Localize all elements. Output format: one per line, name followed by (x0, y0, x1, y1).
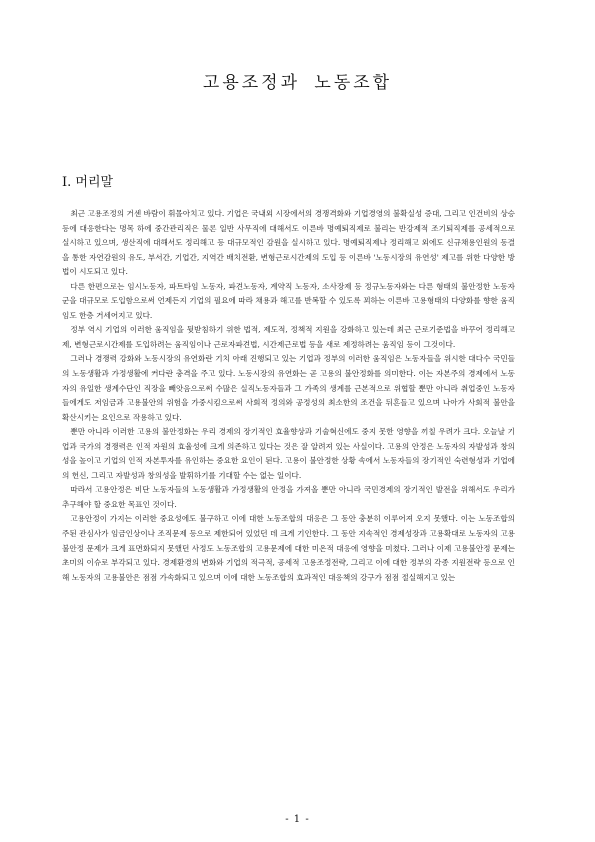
document-title: 고용조정과 노동조합 (202, 73, 393, 93)
paragraph: 최근 고용조정의 거센 바람이 휘몰아치고 있다. 기업은 국내외 시장에서의 경쟁격화와 기업경영의 불확실성 증대, 그리고 인건비의 상승 등에 대응한다는 명목 하에 중간관리직은 물론 일반 사무직에 대해서도 이른바 명예퇴직제로 불리는 반강제적 조기퇴직제를 공세적으로 실시하고 있으며, 생산직에 대해서도 정리해고 등 대규모적인 감원을 실시하고 있다. 명예퇴직제나 정리해고 외에도 신규채용인원의 동결을 통한 자연감원의 유도, 부서간, 기업간, 지역간 배치전환, 변형근로시간제의 도입 등 이른바 '노동시장의 유연성' 제고를 위한 다양한 방법이 시도되고 있다. (62, 209, 515, 277)
page-number: - 1 - (285, 814, 310, 825)
section-heading: I. 머리말 (62, 175, 114, 190)
paragraph: 다른 한편으로는 임시노동자, 파트타임 노동자, 파견노동자, 계약직 노동자, 소사장제 등 정규노동자와는 다른 형태의 불안정한 노동자 군을 대규모로 도입함으로써 언제든지 기업의 필요에 따라 채용과 해고를 반복할 수 있도록 꾀하는 이른바 고용형태의 다양화를 향한 움직임도 한층 거세어지고 있다. (62, 281, 515, 320)
paragraph: 뿐만 아니라 이러한 고용의 불안정화는 우리 경제의 장기적인 효율향상과 기술혁신에도 중지 못한 영향을 끼칠 우려가 크다. 오늘날 기업과 국가의 경쟁력은 인적 자원의 효율성에 크게 의존하고 있다는 것은 잘 알려져 있는 사실이다. 고용의 안정은 노동자의 자발성과 창의성을 높이고 기업의 인적 자본투자를 유인하는 중요한 요인이 된다. 고용이 불안정한 상황 속에서 노동자들의 장기적인 숙련형성과 기업에의 헌신, 그리고 자발성과 창의성을 발휘하기를 기대할 수는 없는 일이다. (62, 427, 516, 480)
paragraph: 정부 역시 기업의 이러한 움직임을 뒷받침하기 위한 법적, 제도적, 정책적 지원을 강화하고 있는데 최근 근로기준법을 바꾸어 정리해고제, 변형근로시간제를 도입하려는 움직임이나 근로자파견법, 시간제근로법 등을 새로 제정하려는 움직임 등이 그것이다. (62, 325, 515, 349)
paragraph: 따라서 고용안정은 비단 노동자들의 노동생활과 가정생활의 안정을 가져올 뿐만 아니라 국민경제의 장기적인 발전을 위해서도 우리가 추구해야 할 중요한 목표인 것이다. (62, 485, 515, 509)
paragraph: 고용안정이 가지는 이러한 중요성에도 불구하고 이에 대한 노동조합의 대응은 그 동안 충분히 이루어져 오지 못했다. 이는 노동조합의 주된 관심사가 임금인상이나 조직문제 등으로 제한되어 있었던 데 크게 기인한다. 그 동안 지속적인 경제성장과 고용확대로 노동자의 고용불안정 문제가 크게 표면화되지 못했던 사정도 노동조합의 고용문제에 대한 미온적 대응에 영향을 미쳤다. 그러나 이제 고용불안정 문제는 초미의 이슈로 부각되고 있다. 경제환경의 변화와 기업의 적극적, 공세적 고용조정전략, 그리고 이에 대한 정부의 각종 지원전략 등으로 인해 노동자의 고용불안은 점점 가속화되고 있으며 이에 대한 노동조합의 효과적인 대응책의 강구가 점점 절실해지고 있는 (62, 514, 515, 582)
paragraph: 그러나 경쟁력 강화와 노동시장의 유연화란 기치 아래 진행되고 있는 기업과 정부의 이러한 움직임은 노동자들을 위시한 대다수 국민들의 노동생활과 가정생활에 커다란 충격을 주고 있다. 노동시장의 유연화는 곧 고용의 불안정화를 의미한다. 이는 자본주의 경제에서 노동자의 유일한 생계수단인 직장을 빼앗음으로써 수많은 실직노동자들과 그 가족의 생계를 근본적으로 위협할 뿐만 아니라 취업중인 노동자들에게도 저임금과 고용불안의 위험을 가중시킴으로써 사회적 정의와 공정성의 최소한의 조건을 뒤흔들고 있으며 나아가 사회적 불안을 확산시키는 요인으로 작용하고 있다. (62, 354, 515, 422)
body-text (62, 207, 515, 585)
